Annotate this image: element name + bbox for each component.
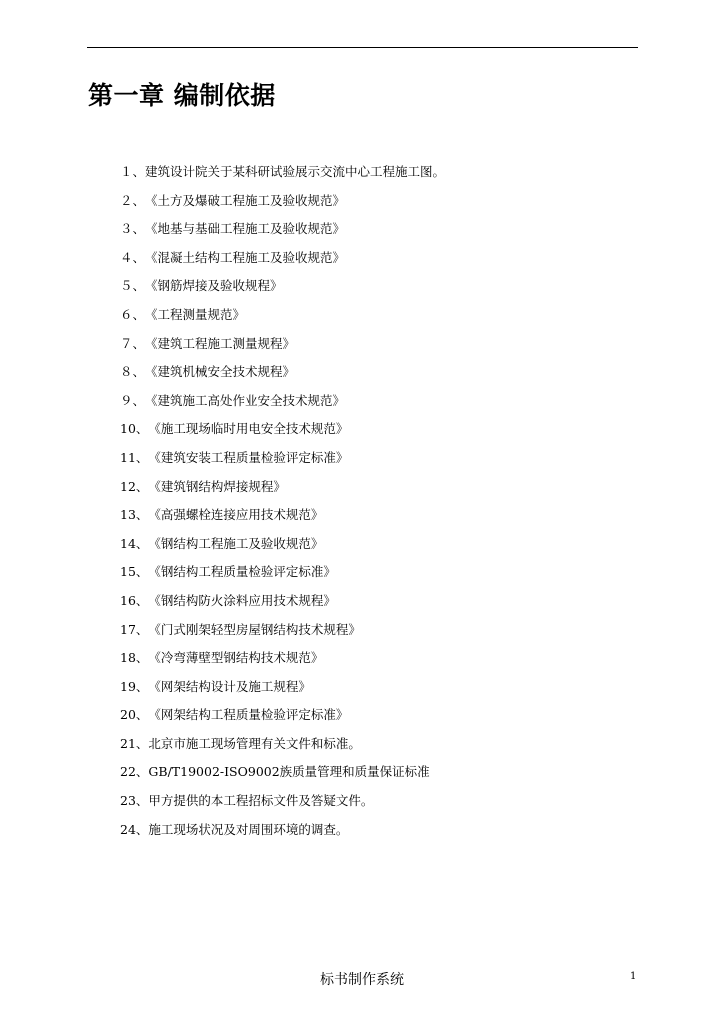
list-item: [120, 673, 445, 702]
list-item: [120, 587, 445, 616]
item-text: 《建筑钢结构焊接规程》: [148, 478, 286, 494]
item-text: 《建筑施工高处作业安全技术规范》: [145, 392, 346, 408]
item-text: 《施工现场临时用电安全技术规范》: [148, 421, 349, 437]
item-number: ２、: [120, 192, 146, 208]
list-item: [120, 787, 445, 816]
item-text: 《工程测量规范》: [145, 306, 246, 322]
item-text: 《建筑安装工程质量检验评定标准》: [148, 449, 349, 465]
list-item: [120, 244, 445, 273]
list-item: [120, 730, 445, 759]
item-number: 12、: [120, 478, 149, 494]
item-text: 建筑设计院关于某科研试验展示交流中心工程施工图。: [145, 164, 446, 179]
list-item: [120, 215, 445, 244]
item-number: ５、: [120, 278, 146, 294]
list-item: [120, 501, 445, 530]
list-item: [120, 272, 445, 301]
item-number: 23、: [120, 793, 149, 809]
header-rule: [87, 47, 638, 48]
list-item: [120, 816, 445, 845]
footer-title: 标书制作系统: [320, 972, 404, 988]
item-number: 14、: [120, 535, 149, 551]
list-item: [120, 644, 445, 673]
item-number: 20、: [120, 707, 149, 723]
item-text: 《高强螺栓连接应用技术规范》: [148, 507, 324, 523]
list-item: [120, 301, 445, 330]
list-item: [120, 701, 445, 730]
item-text: 《门式刚架轻型房屋钢结构技术规程》: [148, 621, 361, 637]
item-text: 北京市施工现场管理有关文件和标准。: [148, 735, 361, 751]
item-number: ８、: [120, 364, 146, 380]
item-number: 24、: [120, 821, 149, 837]
list-item: [120, 187, 445, 216]
item-number: 21、: [120, 735, 149, 751]
item-number: ９、: [120, 392, 146, 408]
list-item: [120, 330, 445, 359]
list-item: [120, 616, 445, 645]
list-item: [120, 444, 445, 473]
list-item: [120, 530, 445, 559]
item-number: 11、: [120, 449, 149, 465]
item-number: ６、: [120, 306, 146, 322]
reference-list: [120, 158, 445, 844]
item-number: ４、: [120, 249, 146, 265]
item-text: 甲方提供的本工程招标文件及答疑文件。: [148, 793, 374, 809]
item-number: ７、: [120, 335, 146, 351]
item-number: ３、: [120, 221, 146, 237]
item-number: １、: [120, 164, 146, 179]
item-text: 《土方及爆破工程施工及验收规范》: [145, 192, 346, 208]
item-number: 17、: [120, 621, 149, 637]
item-text: 《钢结构工程施工及验收规范》: [148, 535, 324, 551]
item-text: 《建筑机械安全技术规程》: [145, 364, 296, 380]
chapter-title: 第一章 编制依据: [88, 81, 276, 110]
item-text: 《钢结构防火涂料应用技术规程》: [148, 592, 336, 608]
list-item: [120, 358, 445, 387]
item-text: 《网架结构设计及施工规程》: [148, 678, 311, 694]
list-item: [120, 758, 445, 787]
list-item: [120, 387, 445, 416]
item-text: 《冷弯薄壁型钢结构技术规范》: [148, 650, 324, 666]
item-number: 18、: [120, 650, 149, 666]
item-number: 15、: [120, 564, 149, 580]
item-text: 《钢筋焊接及验收规程》: [145, 278, 283, 294]
item-number: 22、: [120, 764, 149, 780]
item-text: 施工现场状况及对周围环境的调查。: [148, 821, 349, 837]
item-text: 《钢结构工程质量检验评定标准》: [148, 564, 336, 580]
item-text: 《混凝土结构工程施工及验收规范》: [145, 249, 346, 265]
item-number: 16、: [120, 592, 149, 608]
item-number: 10、: [120, 421, 149, 437]
list-item: [120, 558, 445, 587]
item-text: 《地基与基础工程施工及验收规范》: [145, 221, 346, 237]
list-item: [120, 415, 445, 444]
item-text: 《建筑工程施工测量规程》: [145, 335, 296, 351]
page-number: 1: [630, 971, 637, 982]
item-number: 13、: [120, 507, 149, 523]
item-text: GB/T19002-ISO9002族质量管理和质量保证标准: [148, 764, 430, 780]
item-text: 《网架结构工程质量检验评定标准》: [148, 707, 349, 723]
item-number: 19、: [120, 678, 149, 694]
list-item: [120, 158, 445, 187]
list-item: [120, 473, 445, 502]
